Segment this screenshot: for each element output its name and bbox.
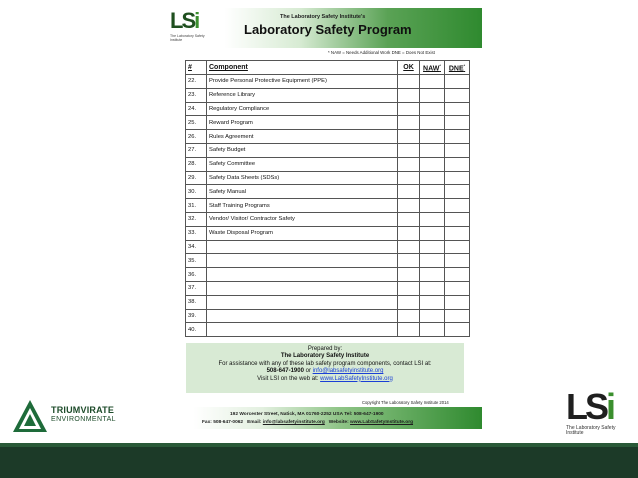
ok-cell[interactable] [398, 185, 420, 199]
table-row [186, 268, 470, 282]
naw-asterisk: * [439, 62, 441, 68]
table-row [186, 254, 470, 268]
ok-cell[interactable] [398, 212, 420, 226]
ok-cell[interactable] [398, 268, 420, 282]
naw-cell[interactable] [420, 212, 445, 226]
ok-cell[interactable] [398, 281, 420, 295]
table-row [186, 88, 470, 102]
row-component: Reward Program [207, 116, 398, 130]
row-component [207, 295, 398, 309]
dne-cell[interactable] [445, 75, 470, 89]
lsi-letters: LS [566, 386, 607, 427]
naw-cell[interactable] [420, 268, 445, 282]
prepared-org: The Laboratory Safety Institute [280, 353, 370, 360]
footer-email-label: Email: [247, 420, 263, 425]
lsi-slide-logo [566, 386, 622, 438]
dne-cell[interactable] [445, 130, 470, 144]
naw-cell[interactable] [420, 185, 445, 199]
table-row [186, 75, 470, 89]
naw-cell[interactable] [420, 171, 445, 185]
table-row [186, 143, 470, 157]
dne-cell[interactable] [445, 102, 470, 116]
row-number: 25. [186, 116, 207, 130]
row-component: Safety Data Sheets (SDSs) [207, 171, 398, 185]
table-row [186, 130, 470, 144]
table-row [186, 212, 470, 226]
row-number: 33. [186, 226, 207, 240]
row-number: 27. [186, 143, 207, 157]
row-component [207, 240, 398, 254]
col-ok-header: OK [398, 61, 420, 75]
naw-label: NAW [423, 65, 440, 73]
row-number: 35. [186, 254, 207, 268]
row-number: 40. [186, 323, 207, 337]
ok-cell[interactable] [398, 171, 420, 185]
naw-cell[interactable] [420, 130, 445, 144]
dne-cell[interactable] [445, 157, 470, 171]
row-number: 37. [186, 281, 207, 295]
row-number: 23. [186, 88, 207, 102]
dne-cell[interactable] [445, 226, 470, 240]
table-header-row [186, 61, 470, 75]
table-row [186, 185, 470, 199]
table-row [186, 157, 470, 171]
naw-cell[interactable] [420, 88, 445, 102]
row-number: 30. [186, 185, 207, 199]
row-number: 29. [186, 171, 207, 185]
row-component [207, 323, 398, 337]
logo-letter-i: i [194, 8, 199, 33]
web-prefix: Visit LSI on the web at: [257, 375, 321, 382]
document-header [168, 8, 482, 48]
logo-tagline: The Laboratory Safety Institute [170, 34, 205, 42]
row-component: Reference Library [207, 88, 398, 102]
ok-cell[interactable] [398, 323, 420, 337]
row-component: Safety Budget [207, 143, 398, 157]
contact-line [186, 368, 464, 375]
footer-website-label: Website: [328, 420, 351, 425]
ok-cell[interactable] [398, 130, 420, 144]
table-row [186, 199, 470, 213]
table-row [186, 323, 470, 337]
naw-cell[interactable] [420, 75, 445, 89]
footer-contacts [202, 420, 413, 425]
row-component: Provide Personal Protective Equipment (PPE) [207, 75, 398, 89]
col-dne-header [445, 61, 470, 75]
naw-cell[interactable] [420, 254, 445, 268]
assistance-text: For assistance with any of these lab safety program components, contact LSI at: [218, 360, 432, 367]
table-row [186, 226, 470, 240]
row-component: Vendor/ Visitor/ Contractor Safety [207, 212, 398, 226]
document-page [168, 8, 482, 428]
footer-fax: Fax: 508-647-0062 [202, 420, 244, 425]
naw-cell[interactable] [420, 143, 445, 157]
dne-cell[interactable] [445, 240, 470, 254]
row-number: 38. [186, 295, 207, 309]
row-number: 22. [186, 75, 207, 89]
ok-cell[interactable] [398, 102, 420, 116]
ok-cell[interactable] [398, 157, 420, 171]
ok-cell[interactable] [398, 116, 420, 130]
document-footer [168, 407, 482, 429]
ok-cell[interactable] [398, 199, 420, 213]
table-row [186, 281, 470, 295]
dne-cell[interactable] [445, 185, 470, 199]
naw-cell[interactable] [420, 226, 445, 240]
naw-cell[interactable] [420, 102, 445, 116]
lsi-letter-i: i [606, 386, 614, 427]
row-component [207, 254, 398, 268]
row-component: Safety Committee [207, 157, 398, 171]
triangle-logo-icon [11, 398, 49, 434]
table-row [186, 240, 470, 254]
row-number: 24. [186, 102, 207, 116]
col-naw-header [420, 61, 445, 75]
ok-cell[interactable] [398, 75, 420, 89]
ok-cell[interactable] [398, 240, 420, 254]
dne-label: DNE [448, 65, 464, 73]
table-row [186, 102, 470, 116]
triumvirate-logo [11, 398, 121, 434]
dne-cell[interactable] [445, 268, 470, 282]
web-line [186, 376, 464, 383]
row-component [207, 309, 398, 323]
ok-cell[interactable] [398, 295, 420, 309]
band-stripe [0, 443, 638, 447]
naw-cell[interactable] [420, 157, 445, 171]
lsi-tagline: The Laboratory Safety Institute [566, 425, 616, 437]
row-component: Rules Agreement [207, 130, 398, 144]
naw-cell[interactable] [420, 281, 445, 295]
website-link[interactable]: www.LabSafetyInstitute.org [320, 375, 393, 382]
row-component: Waste Disposal Program [207, 226, 398, 240]
or-text: or [303, 368, 313, 375]
table-row [186, 171, 470, 185]
footer-website-link[interactable]: www.LabSafetyInstitute.org [350, 420, 414, 425]
slide-bottom-band [0, 443, 638, 478]
row-component [207, 281, 398, 295]
dne-cell[interactable] [445, 254, 470, 268]
status-legend: * NAW = Needs Additional Work DNE = Does Not Exist [328, 50, 435, 55]
document-title: Laboratory Safety Program [244, 22, 412, 37]
row-component: Safety Manual [207, 185, 398, 199]
ok-cell[interactable] [398, 309, 420, 323]
footer-address: 192 Worcester Street, Natick, MA 01760-2252 USA Tel: 508-647-1900 [230, 412, 384, 417]
dne-cell[interactable] [445, 323, 470, 337]
dne-asterisk: * [463, 62, 466, 68]
logo-letters: LS [170, 8, 195, 33]
naw-cell[interactable] [420, 116, 445, 130]
naw-cell[interactable] [420, 240, 445, 254]
row-number: 39. [186, 309, 207, 323]
header-subtitle: The Laboratory Safety Institute's [280, 14, 366, 20]
footer-email-link[interactable]: info@labsafetyinstitute.org [262, 420, 325, 425]
naw-cell[interactable] [420, 199, 445, 213]
prepared-by-panel [186, 343, 464, 393]
naw-cell[interactable] [420, 323, 445, 337]
dne-cell[interactable] [445, 212, 470, 226]
ok-cell[interactable] [398, 88, 420, 102]
company-name: TRIUMVIRATE [51, 405, 115, 415]
dne-cell[interactable] [445, 88, 470, 102]
checklist-table [185, 60, 470, 337]
row-number: 36. [186, 268, 207, 282]
dne-cell[interactable] [445, 116, 470, 130]
naw-cell[interactable] [420, 309, 445, 323]
dne-cell[interactable] [445, 281, 470, 295]
dne-cell[interactable] [445, 309, 470, 323]
row-number: 31. [186, 199, 207, 213]
dne-cell[interactable] [445, 171, 470, 185]
row-component: Regulatory Compliance [207, 102, 398, 116]
naw-cell[interactable] [420, 295, 445, 309]
copyright-text: Copyright The Laboratory Safety Institute 2014 [362, 400, 449, 405]
row-number: 32. [186, 212, 207, 226]
dne-cell[interactable] [445, 143, 470, 157]
row-number: 34. [186, 240, 207, 254]
table-body [186, 75, 470, 337]
prepared-label: Prepared by: [307, 346, 343, 352]
table-row [186, 309, 470, 323]
email-link[interactable]: info@labsafetyinstitute.org [312, 368, 384, 375]
ok-cell[interactable] [398, 143, 420, 157]
row-component: Staff Training Programs [207, 199, 398, 213]
row-number: 26. [186, 130, 207, 144]
dne-cell[interactable] [445, 295, 470, 309]
dne-cell[interactable] [445, 199, 470, 213]
table-row [186, 116, 470, 130]
col-number-header: # [186, 61, 207, 75]
lsi-logo [170, 10, 206, 48]
ok-cell[interactable] [398, 254, 420, 268]
row-number: 28. [186, 157, 207, 171]
ok-cell[interactable] [398, 226, 420, 240]
row-component [207, 268, 398, 282]
col-component-header: Component [207, 61, 398, 75]
table-row [186, 295, 470, 309]
phone-number: 508-647-1900 [266, 368, 304, 375]
company-name-sub: ENVIRONMENTAL [51, 416, 116, 423]
